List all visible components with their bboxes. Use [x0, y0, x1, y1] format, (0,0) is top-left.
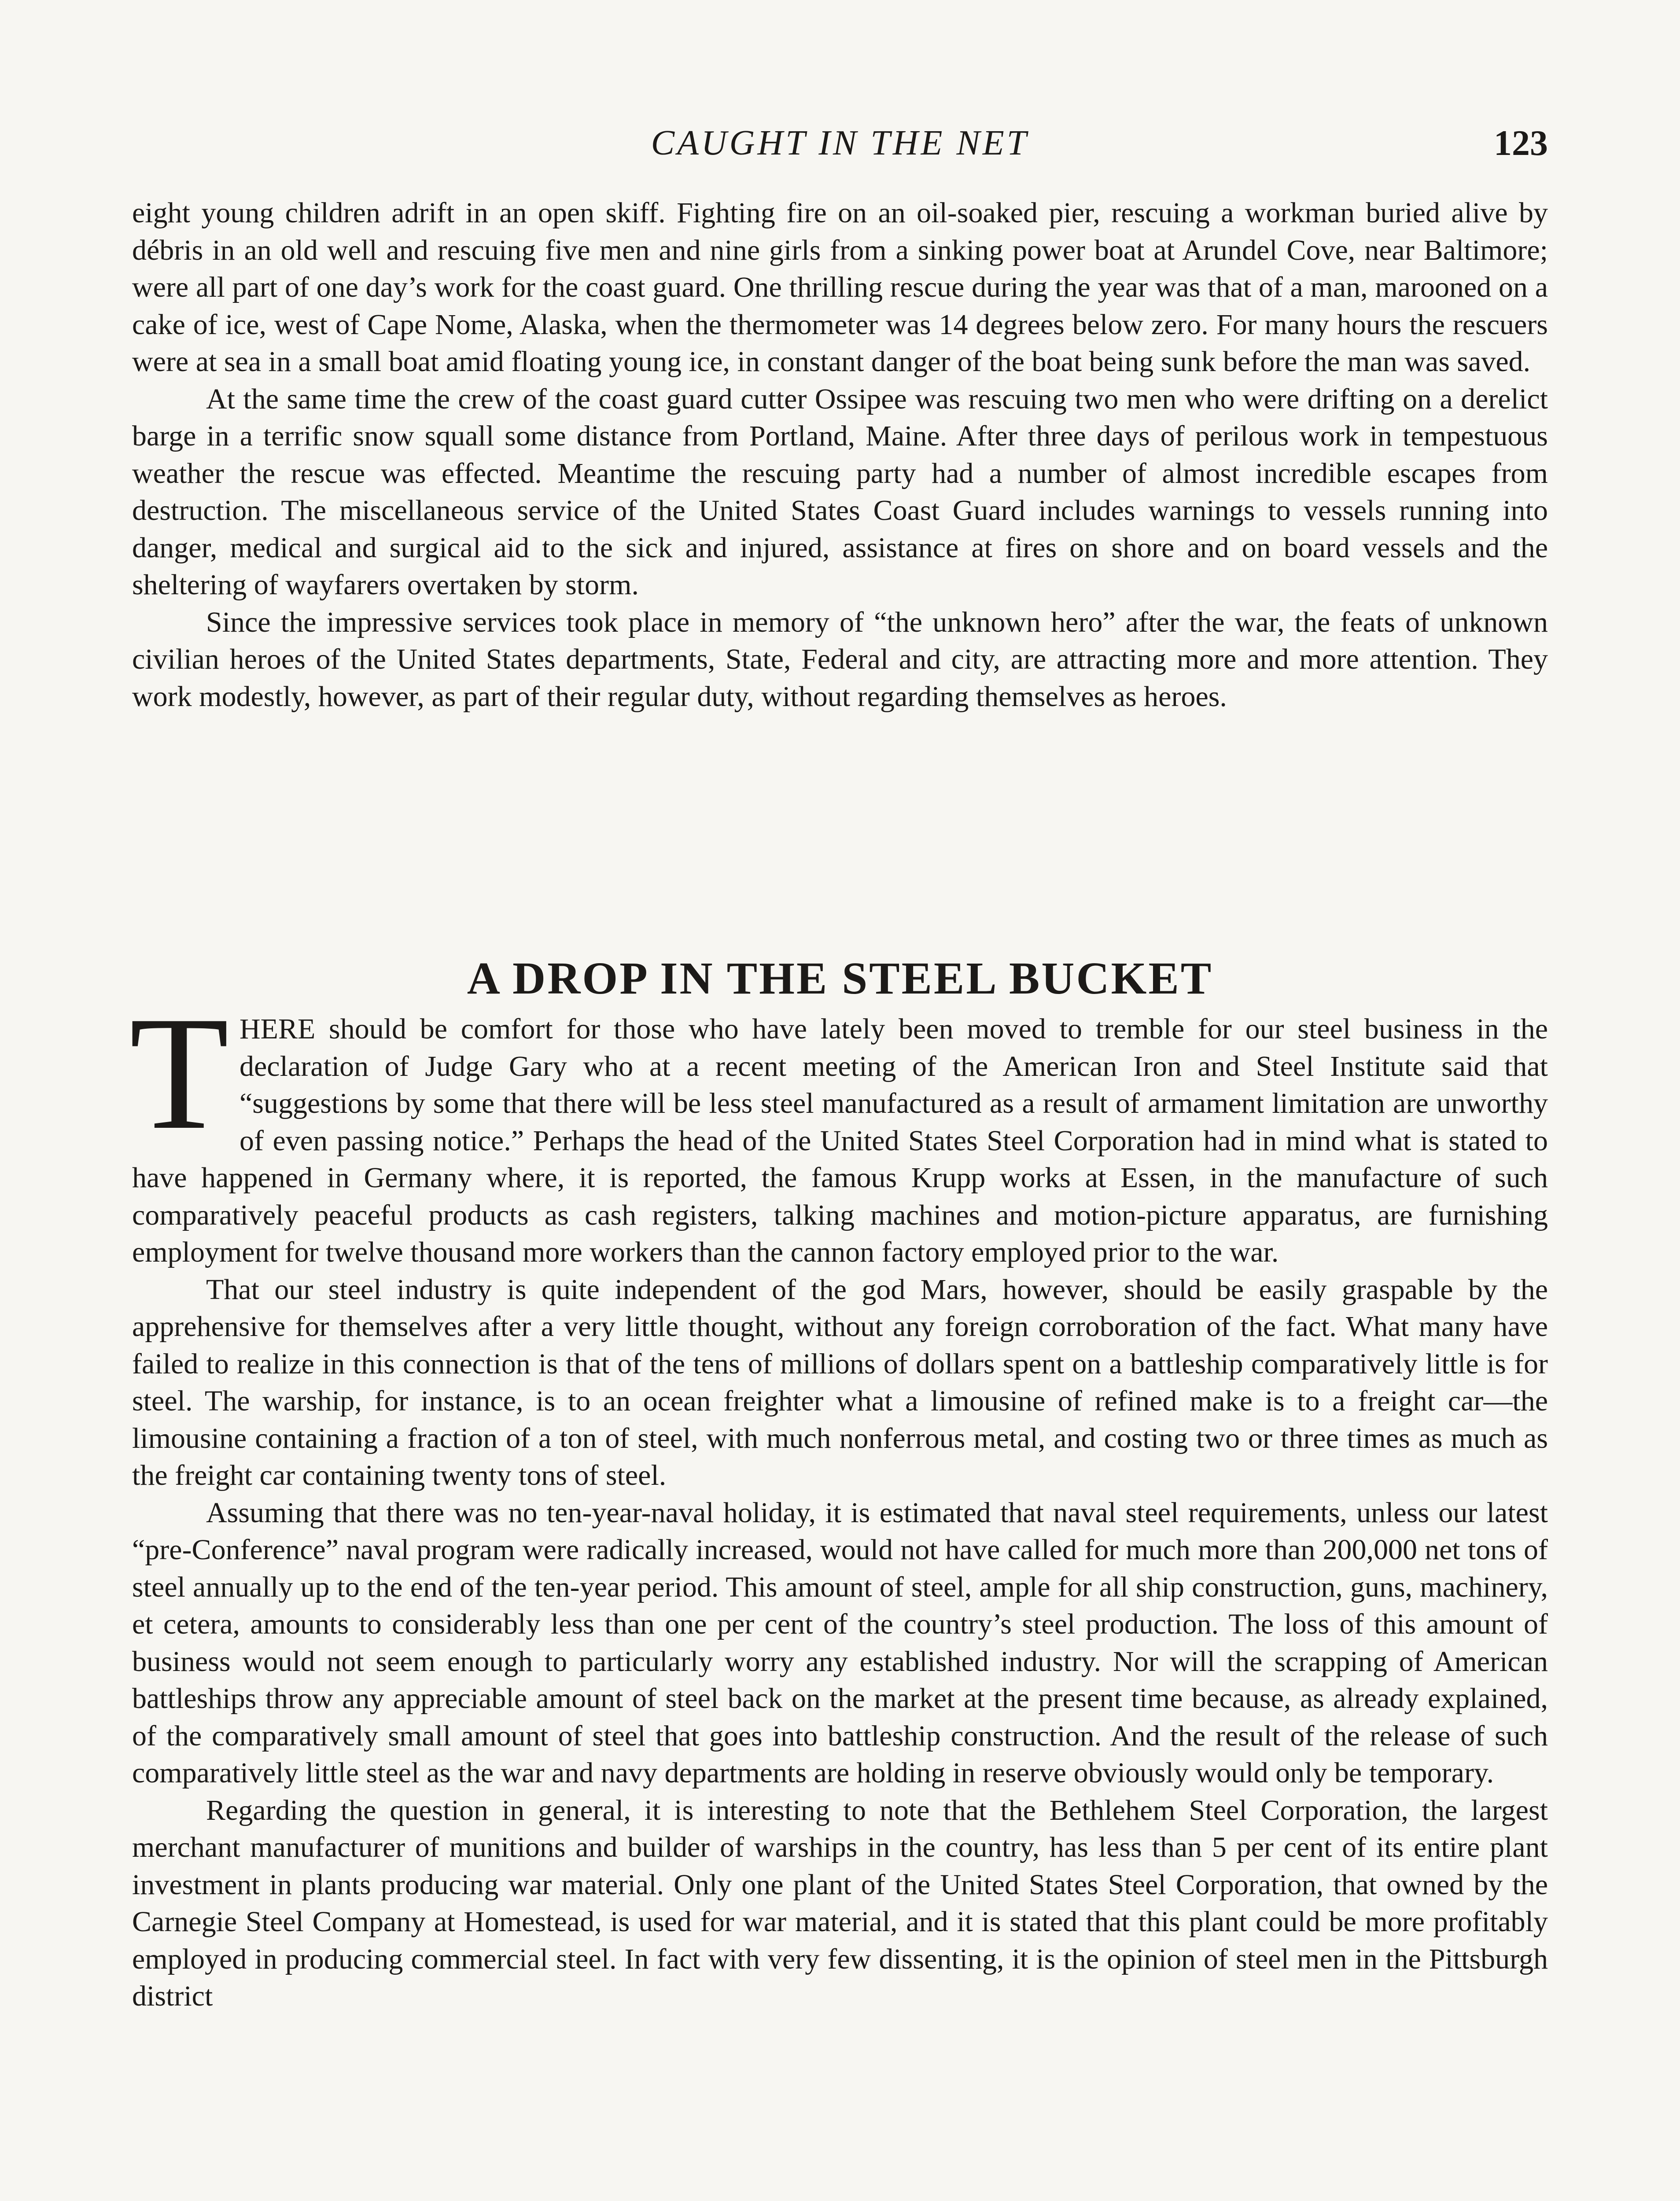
intro-paragraph-3: Since the impressive services took place in memory of “the unknown hero” after the war, the feats of unknown civilian heroes of the United States departments, State, Federal and city, are attracting more and more attention. They work modestly, however, as part of their regular duty, without regarding themselves as heroes. [132, 606, 1548, 713]
article-title: A DROP IN THE STEEL BUCKET [467, 953, 1213, 1004]
article-paragraph-4: Regarding the question in general, it is interesting to note that the Bethlehem Steel Corporation, the largest merchant manufacturer of munitions and builder of warships in the country, has less than 5 per cent of its entire plant investment in plants producing war material. Only one plant of the United States Steel Corporation, that owned by the Carnegie Steel Company at Homestead, is used for war material, and it is stated that this plant could be more profitably employed in producing commercial steel. In fact with very few dissenting, it is the opinion of steel men in the Pittsburgh district [132, 1794, 1548, 2012]
article-lead-paragraph [129, 983, 1548, 1271]
running-head [132, 119, 1548, 167]
article-paragraph-2: That our steel industry is quite independent of the god Mars, however, should be easily graspable by the apprehensive for themselves after a very little thought, without any foreign corroboration of the fact. What many have failed to realize in this connection is that of the tens of millions of dollars spent on a battleship comparatively little is for steel. The warship, for instance, is to an ocean freighter what a limousine of refined make is to a freight car—the limousine containing a fraction of a ton of steel, with much nonferrous metal, and costing two or three times as much as the freight car containing twenty tons of steel. [132, 1273, 1548, 1491]
article-paragraph-3: Assuming that there was no ten-year-naval holiday, it is estimated that naval steel requirements, unless our latest “pre-Conference” naval program were radically increased, would not have called for much more than 200,000 net tons of steel annually up to the end of the ten-year period. This amount of steel, ample for all ship construction, guns, machinery, et cetera, amounts to considerably less than one per cent of the country’s steel production. The loss of this amount of business would not seem enough to particularly worry any established industry. Nor will the scrapping of American battleships throw any appreciable amount of steel back on the market at the present time because, as already explained, of the comparatively small amount of steel that goes into battleship construction. And the result of the release of such comparatively little steel as the war and navy departments are holding in reserve obviously would only be temporary. [132, 1496, 1548, 1789]
intro-paragraph-2: At the same time the crew of the coast guard cutter Ossipee was rescuing two men who were drifting on a derelict barge in a terrific snow squall some distance from Portland, Maine. After three days of perilous work in tempestuous weather the rescue was effected. Meantime the rescuing party had a number of almost incredible escapes from destruction. The miscellaneous service of the United States Coast Guard includes warnings to vessels running into danger, medical and surgical aid to the sick and injured, assistance at fires on shore and on board vessels and the sheltering of wayfarers overtaken by storm. [132, 383, 1548, 601]
article-body [129, 983, 1548, 2015]
page-number: 123 [1494, 123, 1548, 163]
intro-text [132, 195, 1548, 715]
drop-cap: T [129, 983, 229, 1163]
article-lead-text: HERE should be comfort for those who have lately been moved to tremble for our steel business in the declaration of Judge Gary who at a recent meeting of the American Iron and Steel Institute said that “suggestions by some that there will be less steel manufactured as a result of armament limitation are unworthy of even passing notice.” Perhaps the head of the United States Steel Corporation had in mind what is stated to have happened in Germany where, it is reported, the famous Krupp works at Essen, in the manufacture of such comparatively peaceful products as cash registers, talking machines and motion-picture apparatus, are furnishing employment for twelve thousand more workers than the cannon factory employed prior to the war. [132, 1013, 1548, 1268]
running-title: CAUGHT IN THE NET [651, 124, 1029, 162]
intro-paragraph-1: eight young children adrift in an open skiff. Fighting fire on an oil-soaked pier, rescuing a workman buried alive by débris in an old well and rescuing five men and nine girls from a sinking power boat at Arundel Cove, near Baltimore; were all part of one day’s work for the coast guard. One thrilling rescue during the year was that of a man, marooned on a cake of ice, west of Cape Nome, Alaska, when the thermometer was 14 degrees below zero. For many hours the rescuers were at sea in a small boat amid floating young ice, in constant danger of the boat being sunk before the man was saved. [132, 197, 1548, 378]
